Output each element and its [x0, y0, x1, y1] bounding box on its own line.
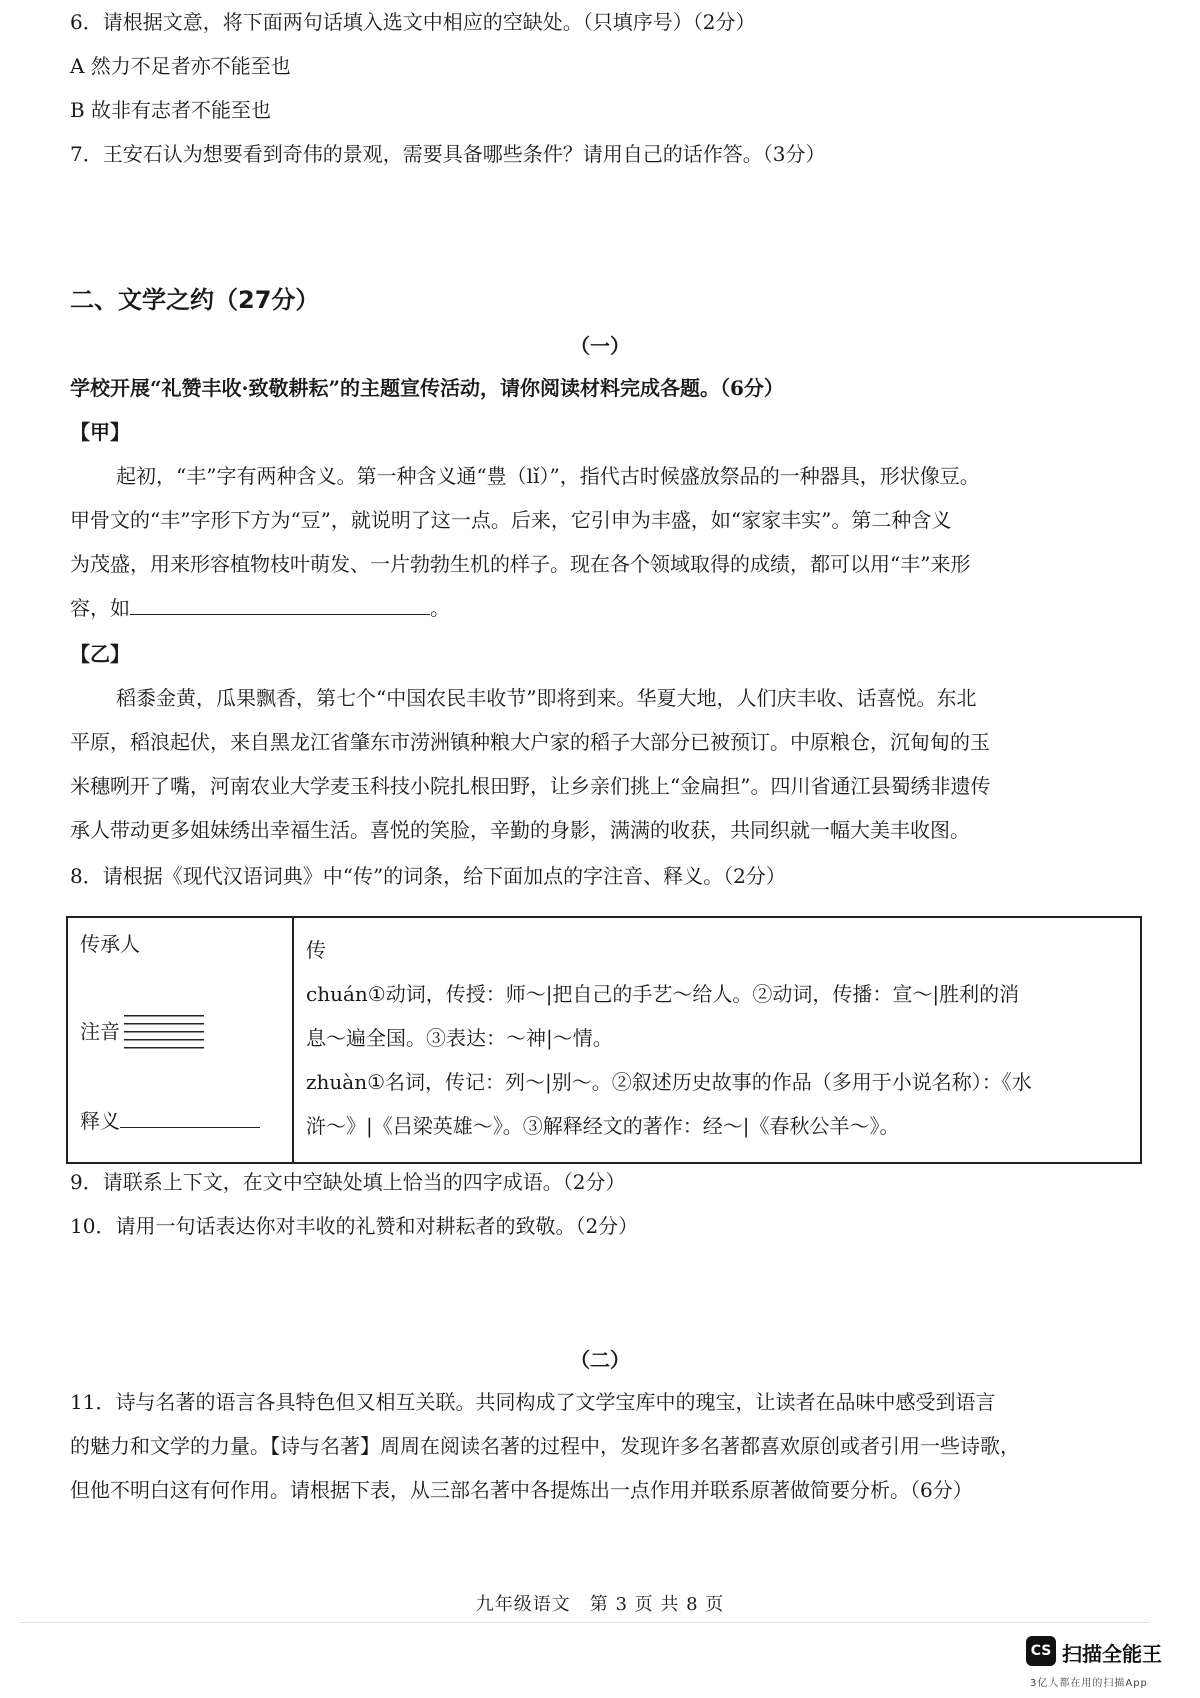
entry-line: 浒～》|《吕梁英雄～》。③解释经文的著作：经～|《春秋公羊～》。 [306, 1114, 900, 1138]
watermark-tagline: 3亿人都在用的扫描App [1030, 1678, 1148, 1689]
question-11-line: 11．诗与名著的语言各具特色但又相互关联。共同构成了文学宝库中的瑰宝，让读者在品味中感受到语言 [70, 1390, 996, 1414]
question-8: 8．请根据《现代汉语词典》中“传”的词条，给下面加点的字注音、释义。（2分） [70, 864, 786, 888]
jia-line: 为茂盛，用来形容植物枝叶萌发、一片勃勃生机的样子。现在各个领域取得的成绩，都可以用“丰”来形 [70, 552, 971, 576]
dictionary-table [66, 916, 1142, 1164]
entry-line: chuán①动词，传授：师～|把自己的手艺～给人。②动词，传播：宣～|胜利的消 [306, 982, 1020, 1006]
option-b: B 故非有志者不能至也 [70, 98, 272, 122]
watermark-name: 扫描全能王 [1062, 1642, 1162, 1666]
question-7: 7．王安石认为想要看到奇伟的景观，需要具备哪些条件？请用自己的话作答。（3分） [70, 142, 826, 166]
yi-line: 米穗咧开了嘴，河南农业大学麦玉科技小院扎根田野，让乡亲们挑上“金扁担”。四川省通江县蜀绣非遗传 [70, 774, 991, 798]
zhuyin-label: 注音 [80, 1019, 120, 1044]
yi-line: 平原，稻浪起伏，来自黑龙江省肇东市涝洲镇种粮大户家的稻子大部分已被预订。中原粮仓，沉甸甸的玉 [70, 730, 990, 754]
zhuyin-row [80, 1015, 280, 1051]
entry-line: zhuàn①名词，传记：列～|别～。②叙述历史故事的作品（多用于小说名称）：《水 [306, 1070, 1032, 1094]
part-2-label: （二） [570, 1348, 630, 1372]
jia-line: 甲骨文的“丰”字形下方为“豆”，就说明了这一点。后来，它引申为丰盛，如“家家丰实”。第二种含义 [70, 508, 952, 532]
shiyi-answer-blank[interactable] [120, 1107, 260, 1128]
jia-line-text: 容，如 [70, 596, 130, 620]
question-10: 10．请用一句话表达你对丰收的礼赞和对耕耘者的致敬。（2分） [70, 1214, 639, 1238]
jia-line-blank [70, 594, 450, 622]
jia-line-end: 。 [430, 596, 450, 620]
question-6: 6．请根据文意，将下面两句话填入选文中相应的空缺处。（只填序号）（2分） [70, 10, 756, 34]
yi-line: 承人带动更多姐妹绣出幸福生活。喜悦的笑脸，辛勤的身影，满满的收获，共同织就一幅大美丰收图。 [70, 818, 970, 842]
option-a: A 然力不足者亦不能至也 [70, 54, 291, 78]
question-11-line: 但他不明白这有何作用。请根据下表，从三部名著中各提炼出一点作用并联系原著做简要分析。（6分） [70, 1478, 973, 1502]
section-title: 二、文学之约（27分） [70, 286, 320, 314]
answer-cell [67, 917, 293, 1163]
camscanner-logo-icon: CS [1026, 1636, 1056, 1666]
fill-blank[interactable] [130, 594, 430, 615]
entry-line: 息～遍全国。③表达：～神|～情。 [306, 1026, 613, 1050]
yi-line: 稻黍金黄，瓜果飘香，第七个“中国农民丰收节”即将到来。华夏大地，人们庆丰收、话喜悦。东北 [116, 686, 977, 710]
zhuyin-answer-lines[interactable] [124, 1015, 204, 1051]
entry-head: 传 [306, 938, 326, 962]
part-1-label: （一） [570, 334, 630, 358]
scanner-watermark [1026, 1636, 1186, 1692]
jia-line: 起初，“丰”字有两种含义。第一种含义通“豊（lǐ）”，指代古时候盛放祭品的一种器具，形状像豆。 [116, 464, 980, 488]
page-footer: 九年级语文 第 3 页 共 8 页 [475, 1594, 725, 1615]
question-11-line: 的魅力和文学的力量。【诗与名著】周周在阅读名著的过程中，发现许多名著都喜欢原创或者引用一些诗歌， [70, 1434, 1020, 1458]
footer-divider [20, 1622, 1150, 1623]
shiyi-label: 释义 [80, 1109, 120, 1133]
shiyi-row [80, 1105, 280, 1134]
part-1-intro: 学校开展“礼赞丰收·致敬耕耘”的主题宣传活动，请你阅读材料完成各题。（6分） [70, 376, 784, 400]
target-word: 传承人 [80, 932, 140, 956]
yi-label: 【乙】 [70, 642, 130, 666]
jia-label: 【甲】 [70, 420, 130, 444]
entry-cell [293, 917, 1141, 1163]
question-9: 9．请联系上下文，在文中空缺处填上恰当的四字成语。（2分） [70, 1170, 626, 1194]
